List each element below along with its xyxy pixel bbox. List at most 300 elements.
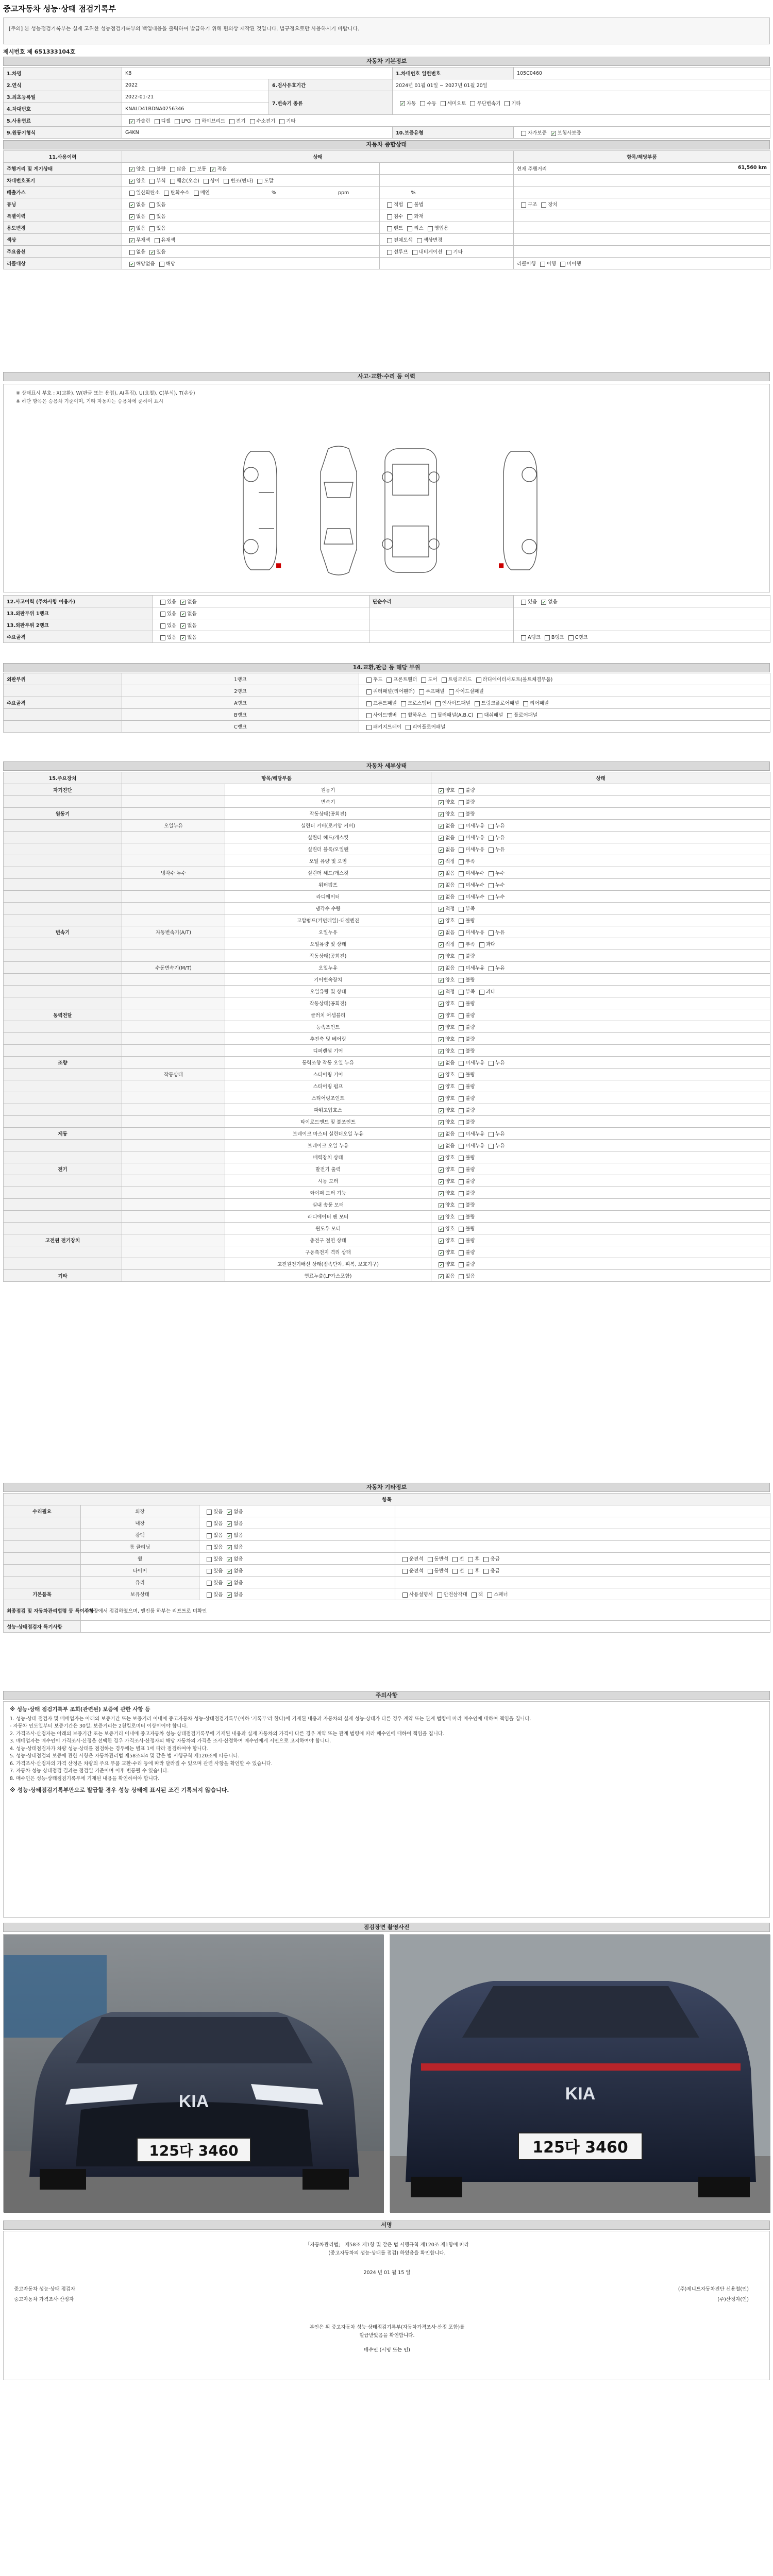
status-option: 누유 [495,1060,505,1066]
detail-status [431,962,770,974]
detail-item: 오일 유량 및 오염 [225,855,431,867]
checkbox [459,1013,464,1019]
checkbox [194,191,199,196]
checkbox [459,1002,464,1007]
checkbox-label: 리어플로어패널 [412,724,446,730]
status-option: 불량 [465,1072,475,1078]
checkbox [489,966,494,971]
parts-group [4,685,122,697]
status-option: 양호 [445,1037,455,1042]
checkbox-label: 훼손(오손) [176,178,199,184]
general-row-item [514,258,770,269]
detail-item: 라디에이터 팬 모터 [225,1211,431,1223]
parts-title: 14.교환,판금 등 해당 부위 [3,663,770,672]
checkbox-label: 플로어패널 [514,713,538,718]
checkbox [170,179,175,184]
detail-sub [122,784,225,796]
detail-sub [122,1211,225,1223]
detail-sub [122,1045,225,1057]
accident-row-options [153,596,369,607]
checkbox-label: 해당없음 [136,261,155,267]
price-item: 내장 [81,1517,199,1529]
parts-rank: 1랭크 [122,673,359,685]
checkbox [386,677,392,683]
checkbox [224,179,229,184]
checkbox [149,214,155,219]
checkbox [227,1592,232,1598]
detail-device: 변속기 [4,926,122,938]
checkbox [387,238,392,243]
status-option: 없음 [445,894,455,900]
unit-label: % [411,190,416,196]
parts-rank: 2랭크 [122,685,359,697]
general-row-extra [380,258,514,269]
caution-line: 4. 성능·상태점검자가 차량 성능·상태를 점검하는 경우에는 별표 1에 따라 점검하여야 합니다. [10,1745,208,1752]
detail-device [4,1080,122,1092]
checkbox-label: 유채색 [161,238,176,243]
status-option: 없음 [445,965,455,971]
parts-group [4,709,122,721]
general-row-label: 주행거리 및 계기상태 [4,163,122,175]
detail-status [431,1009,770,1021]
accident-row-empty [369,631,514,643]
car-underbody-outline [382,449,439,572]
checkbox-label: 있음 [156,214,166,219]
checkbox-label: 있음 [528,599,537,605]
price-option: 없음 [233,1592,243,1598]
checkbox [468,1557,473,1562]
price-option: 있음 [213,1568,223,1574]
checkbox [459,1227,464,1232]
checkbox-label: 색상변경 [423,238,443,243]
detail-status [431,855,770,867]
checkbox [204,179,209,184]
checkbox [439,919,444,924]
checkbox [459,1084,464,1090]
checkbox [489,824,494,829]
checkbox [459,1132,464,1137]
checkbox [227,1545,232,1550]
detail-item: 고전원전기배선 상태(접속단자, 피복, 보호기구) [225,1258,431,1270]
detail-status [431,796,770,808]
detail-sub [122,997,225,1009]
checkbox [489,1061,494,1066]
detail-sub [122,796,225,808]
detail-device [4,843,122,855]
price-group [4,1553,81,1565]
price-table [3,1493,770,1633]
general-row-extra [380,163,514,175]
label-transmission: 7.변속기 종류 [269,91,393,115]
caution-line: - 자동차 인도일부터 보증기간은 30일, 보증거리는 2천킬로미터 이상이어야 합니다. [10,1723,188,1729]
label-first-reg: 3.최초등록일 [4,91,122,103]
checkbox-label: LPG [181,118,191,124]
checkbox [459,1274,464,1279]
car-right-side-outline [503,451,537,570]
checkbox-label: 없음 [136,226,146,231]
checkbox [180,635,186,640]
checkbox [439,978,444,983]
checkbox-label: 없음 [187,599,197,605]
parts-items [359,673,770,685]
checkbox-label: 있음 [167,623,177,629]
checkbox [459,1191,464,1196]
detail-device [4,962,122,974]
general-row-item [514,175,770,187]
checkbox-label: 후드 [373,677,383,683]
detail-status [431,1270,770,1282]
transmission-options [393,91,770,115]
checkbox-label: 화재 [414,214,424,219]
checkbox [439,907,444,912]
checkbox [489,895,494,900]
checkbox [439,824,444,829]
general-row-status [122,222,380,234]
checkbox-label: 필러패널(A,B,C) [437,713,474,718]
status-option: 누유 [495,965,505,971]
checkbox [207,1557,212,1562]
status-option: 양호 [445,1025,455,1030]
detail-sub [122,974,225,986]
detail-status [431,1104,770,1116]
checkbox [155,119,160,124]
status-option: 없음 [445,1060,455,1066]
general-row-item [514,210,770,222]
status-option: 과다 [485,942,496,947]
checkbox [489,930,494,936]
detail-sub [122,843,225,855]
checkbox [401,713,406,718]
status-option: 불량 [465,918,475,924]
status-option: 양호 [445,1191,455,1196]
checkbox [195,119,200,124]
detail-status [431,1140,770,1151]
value-car-name: K8 [122,67,393,79]
detail-status [431,997,770,1009]
caution-line: 8. 매수인은 성능·상태점검기록부에 기재된 내용을 확인하여야 합니다. [10,1775,160,1782]
checkbox-label: 기타 [511,100,521,107]
detail-status [431,1175,770,1187]
checkbox-label: 렌트 [394,226,404,231]
checkbox [521,131,526,136]
checkbox [439,1002,444,1007]
checkbox [521,635,526,640]
receive-line: 본인은 위 중고자동차 성능·상태점검기록부(자동차가격조사·산정 포함)를 [309,2325,465,2330]
general-row-status [122,175,380,187]
sign-date: 2024 년 01 월 15 일 [363,2270,411,2276]
odometer-label: 현재 주행거리 [517,166,547,172]
checkbox [149,226,155,231]
checkbox-label: 불량 [156,166,166,172]
status-option: 양호 [445,1001,455,1007]
general-row-extra [380,234,514,246]
general-row-item [514,187,770,198]
status-option: 미세누유 [465,847,485,853]
price-options [199,1517,395,1529]
detail-item: 실내 송풍 모터 [225,1199,431,1211]
wheel-label: 동반석 [434,1568,449,1574]
detail-status [431,1057,770,1069]
detail-device: 제동 [4,1128,122,1140]
checkbox [459,1096,464,1101]
detail-sub: 오일누유 [122,820,225,832]
price-item: 광택 [81,1529,199,1541]
detail-item: 작동상태(공회전) [225,808,431,820]
detail-item: 실린더 블록/오일팬 [225,843,431,855]
checkbox [437,1592,442,1598]
checkbox-label: 트렁크리드 [448,677,472,683]
detail-device [4,938,122,950]
status-option: 양호 [445,800,455,805]
detail-sub: 냉각수 누수 [122,867,225,879]
status-option: 없음 [445,883,455,888]
detail-sub [122,914,225,926]
checkbox-label: 탄화수소 [170,190,190,196]
detail-status [431,867,770,879]
price-extra [395,1529,770,1541]
checkbox-label: 보험사보증 [557,130,581,136]
detail-status [431,903,770,914]
detail-status [431,784,770,796]
pricer-value: (주)산정자(인) [717,2297,749,2302]
general-row-extra [380,222,514,234]
caution-line: 3. 매매업자는 매수인이 가격조사·산정을 선택한 경우 가격조사·산정자의 해당 자동차의 가격을 조사·산정하여 매수인에게 서면으로 고지하여야 합니다. [10,1738,331,1744]
checkbox [439,1144,444,1149]
detail-device [4,879,122,891]
detail-sub [122,1258,225,1270]
checkbox [459,919,464,924]
detail-device [4,891,122,903]
detail-sub [122,1116,225,1128]
checkbox [459,1049,464,1054]
checkbox [207,1545,212,1550]
detail-item: 오일누유 [225,926,431,938]
status-option: 있음 [465,1274,475,1279]
checkbox-label: 해당 [165,261,176,267]
checkbox [428,226,433,231]
general-row-extra [380,175,514,187]
status-option: 없음 [445,1274,455,1279]
status-option: 불량 [465,1179,475,1184]
checkbox [366,689,372,694]
rear-plate-text: 125다 3460 [532,2139,628,2157]
parts-group: 외판부위 [4,673,122,685]
checkbox [483,1557,489,1562]
checkbox [545,635,550,640]
checkbox-label: 대쉬패널 [484,713,503,718]
inspector-value: (주)제니트자동차진단 신용철(인) [678,2286,749,2292]
checkbox [439,1073,444,1078]
checkbox [540,262,545,267]
status-option: 불량 [465,977,475,983]
detail-status [431,1151,770,1163]
value-inspection-period: 2024년 01월 01일 ~ 2027년 01월 20일 [393,79,770,91]
status-option: 양호 [445,918,455,924]
price-extra [395,1565,770,1577]
checkbox-label: 패키지트레이 [373,724,402,730]
checkbox-label: 라디에이터서포트(볼트체결부품) [482,677,553,683]
status-option: 없음 [445,823,455,829]
price-option: 있음 [213,1580,223,1586]
parts-group [4,721,122,733]
checkbox-label: 트렁크플로어패널 [481,701,519,706]
detail-item: 발전기 출력 [225,1163,431,1175]
price-item: 유리 [81,1577,199,1588]
detail-item: 시동 모터 [225,1175,431,1187]
checkbox [402,1569,408,1574]
checkbox [227,1521,232,1527]
checkbox-label: 일산화탄소 [136,190,160,196]
status-option: 과다 [485,989,496,995]
checkbox-label: 프론트패널 [373,701,397,706]
detail-sub [122,1009,225,1021]
label-car-name: 1.차명 [4,67,122,79]
checkbox [449,689,454,694]
checkbox [250,119,255,124]
rear-car-photo [390,1934,770,2212]
receive-line-2: 발급받았음을 확인합니다. [359,2333,415,2338]
checkbox-label: 많음 [176,166,187,172]
detail-sub [122,1163,225,1175]
checkbox [129,179,135,184]
detail-item: 구동축전지 격리 상태 [225,1246,431,1258]
accident-row-extra [514,607,770,619]
status-option: 불량 [465,1096,475,1101]
checkbox [155,238,160,243]
checkbox-label: 있음 [167,611,177,617]
checkbox [387,226,392,231]
price-option: 있음 [213,1509,223,1515]
checkbox [459,1156,464,1161]
checkbox [419,689,424,694]
checkbox [149,250,155,255]
price-options [199,1588,395,1600]
checkbox [489,883,494,888]
checkbox-label: 부식 [156,178,166,184]
checkbox-label: 보통 [197,166,207,172]
detail-status [431,1246,770,1258]
detail-device [4,1092,122,1104]
detail-sub [122,903,225,914]
checkbox [406,725,411,730]
checkbox-label: 리스 [414,226,424,231]
checkbox-label: 매연 [200,190,210,196]
detail-item: 디퍼렌셜 기어 [225,1045,431,1057]
front-plate-text: 125다 3460 [149,2142,239,2159]
checkbox [420,101,425,106]
status-option: 불량 [465,1155,475,1161]
checkbox [439,788,444,793]
detail-status [431,808,770,820]
status-option: 불량 [465,1262,475,1267]
checkbox [428,1569,433,1574]
checkbox-label: 세미오토 [447,100,466,107]
checkbox [476,677,481,683]
checkbox-label: 상이 [210,178,220,184]
status-option: 양호 [445,811,455,817]
caution-line: 7. 자동차 성능·상태점검 결과는 점검일 기준이며 이후 변동될 수 있습니다. [10,1768,169,1774]
checkbox [459,1108,464,1113]
checkbox [439,1262,444,1267]
detail-status [431,1211,770,1223]
price-group [4,1541,81,1553]
checkbox-label: 있음 [167,635,177,640]
checkbox-label: 쿼터패널(리어휀더) [373,689,415,694]
general-row-label: 주요옵션 [4,246,122,258]
detail-device [4,1211,122,1223]
checkbox [180,612,186,617]
detail-item: 충전구 절연 상태 [225,1234,431,1246]
general-row-status [122,246,380,258]
checkbox [164,191,169,196]
general-head-item: 항목/해당부품 [514,151,770,163]
checkbox [160,612,165,617]
detail-device [4,820,122,832]
detail-item: 실린더 헤드/개스킷 [225,832,431,843]
price-option: 없음 [233,1580,243,1586]
checkbox-label: 있음 [156,226,166,231]
checkbox-label: 없음 [187,611,197,617]
checkbox-label: 양호 [136,166,146,172]
detail-status [431,1187,770,1199]
checkbox [459,930,464,936]
checkbox [459,966,464,971]
checkbox [229,119,234,124]
detail-sub [122,1021,225,1033]
legend-line-1: ※ 상태표시 부호 : X(교환), W(판금 또는 용접), A(흠집), U(요철), C(부식), T(손상) [16,391,195,396]
checkbox [129,250,135,255]
section-general-title: 자동차 종합상태 [3,140,770,149]
recall-done-label: 리콜이행 [517,261,536,267]
detail-head-status: 상태 [431,772,770,784]
front-car-photo [3,1934,383,2212]
detail-item: 타이로드엔드 및 볼조인트 [225,1116,431,1128]
status-option: 누수 [495,894,505,900]
checkbox [366,725,372,730]
value-year: 2022 [122,79,269,91]
status-option: 양호 [445,1250,455,1256]
price-options [199,1529,395,1541]
status-option: 없음 [445,835,455,841]
price-item: 휠 [81,1553,199,1565]
checkbox [459,895,464,900]
accident-row-options [153,631,369,643]
detail-device [4,997,122,1009]
price-option: 있음 [213,1545,223,1550]
detail-item: 브레이크 마스터 실린더오일 누유 [225,1128,431,1140]
detail-head-item: 항목/해당부품 [122,772,431,784]
detail-device [4,1021,122,1033]
checkbox [541,600,546,605]
checkbox [227,1581,232,1586]
status-option: 불량 [465,1226,475,1232]
odometer-value: 61,560 km [737,165,767,171]
general-row-label: 튜닝 [4,198,122,210]
detail-item: 클러치 어셈블리 [225,1009,431,1021]
checkbox-label: 있음 [156,202,166,208]
checkbox-label: 휠하우스 [407,713,427,718]
detail-sub [122,1234,225,1246]
checkbox-label: 자동 [407,100,416,107]
detail-device [4,1258,122,1270]
detail-item: 기어변속장치 [225,974,431,986]
status-option: 적정 [445,989,455,995]
value-first-reg: 2022-01-21 [122,91,269,103]
price-option: 없음 [233,1556,243,1562]
status-option: 누유 [495,847,505,853]
checkbox-label: C랭크 [575,635,588,640]
general-row-extra [380,198,514,210]
